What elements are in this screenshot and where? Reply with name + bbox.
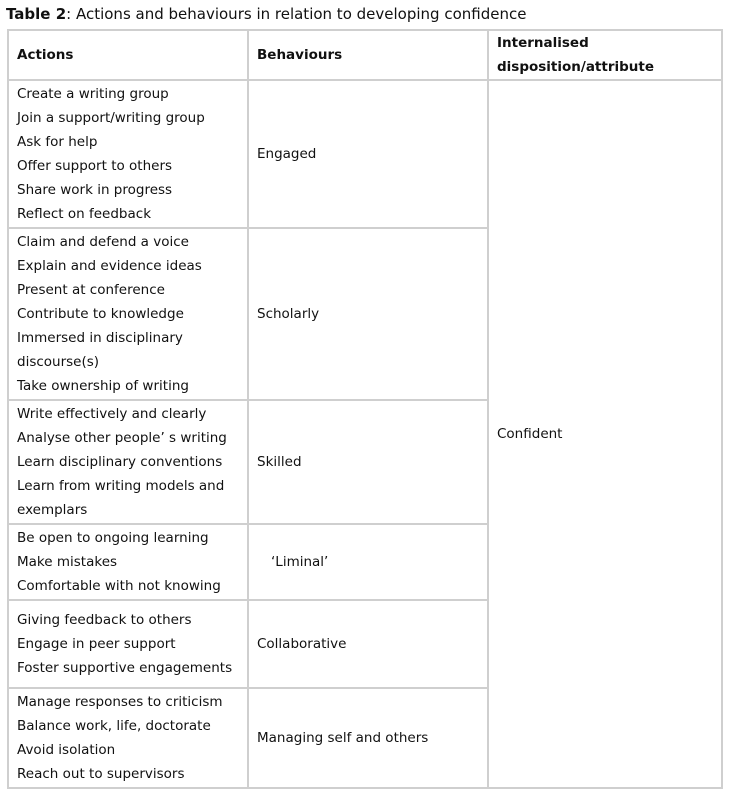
behaviour-cell: Collaborative [248, 600, 488, 688]
behaviour-cell: Engaged [248, 80, 488, 228]
table-row [8, 80, 722, 228]
behaviour-cell: Scholarly [248, 228, 488, 400]
header-actions: Actions [8, 30, 248, 80]
behaviour-cell: Skilled [248, 400, 488, 524]
action-item: Join a support/writing group [17, 110, 205, 126]
caption-text: : Actions and behaviours in relation to developing confidence [66, 5, 527, 23]
attribute-cell: Confident [488, 80, 722, 788]
action-item: Make mistakes [17, 554, 118, 570]
action-item: Be open to ongoing learning [17, 530, 209, 546]
actions-cell [8, 600, 248, 688]
action-item: Balance work, life, doctorate [17, 718, 211, 734]
action-item: Ask for help [17, 134, 98, 150]
action-item: Learn from writing models and exemplars [17, 478, 225, 518]
action-item: Create a writing group [17, 86, 169, 102]
table-caption [6, 5, 526, 23]
action-item: Take ownership of writing [17, 378, 189, 394]
action-item: Learn disciplinary conventions [17, 454, 223, 470]
caption-label: Table 2 [6, 5, 67, 23]
actions-cell [8, 80, 248, 228]
action-item: Avoid isolation [17, 742, 116, 758]
behaviour-cell: ‘Liminal’ [248, 524, 488, 600]
header-attribute: Internalised disposition/attribute [488, 30, 722, 80]
action-item: Manage responses to criticism [17, 694, 223, 710]
action-item: Reach out to supervisors [17, 766, 185, 782]
actions-cell [8, 400, 248, 524]
action-item: Engage in peer support [17, 636, 176, 652]
action-item: Contribute to knowledge [17, 306, 184, 322]
header-behaviours: Behaviours [248, 30, 488, 80]
action-item: Giving feedback to others [17, 612, 192, 628]
action-item: Explain and evidence ideas [17, 258, 202, 274]
actions-cell [8, 228, 248, 400]
action-item: Immersed in disciplinary discourse(s) [17, 330, 183, 370]
action-item: Write effectively and clearly [17, 406, 207, 422]
actions-behaviours-table [7, 29, 723, 789]
action-item: Offer support to others [17, 158, 173, 174]
action-item: Share work in progress [17, 182, 173, 198]
action-item: Analyse other people’ s writing [17, 430, 227, 446]
action-item: Present at conference [17, 282, 165, 298]
actions-cell [8, 688, 248, 788]
actions-cell [8, 524, 248, 600]
behaviour-cell: Managing self and others [248, 688, 488, 788]
action-item: Claim and defend a voice [17, 234, 189, 250]
action-item: Comfortable with not knowing [17, 578, 221, 594]
action-item: Foster supportive engagements [17, 660, 233, 676]
action-item: Reflect on feedback [17, 206, 152, 222]
